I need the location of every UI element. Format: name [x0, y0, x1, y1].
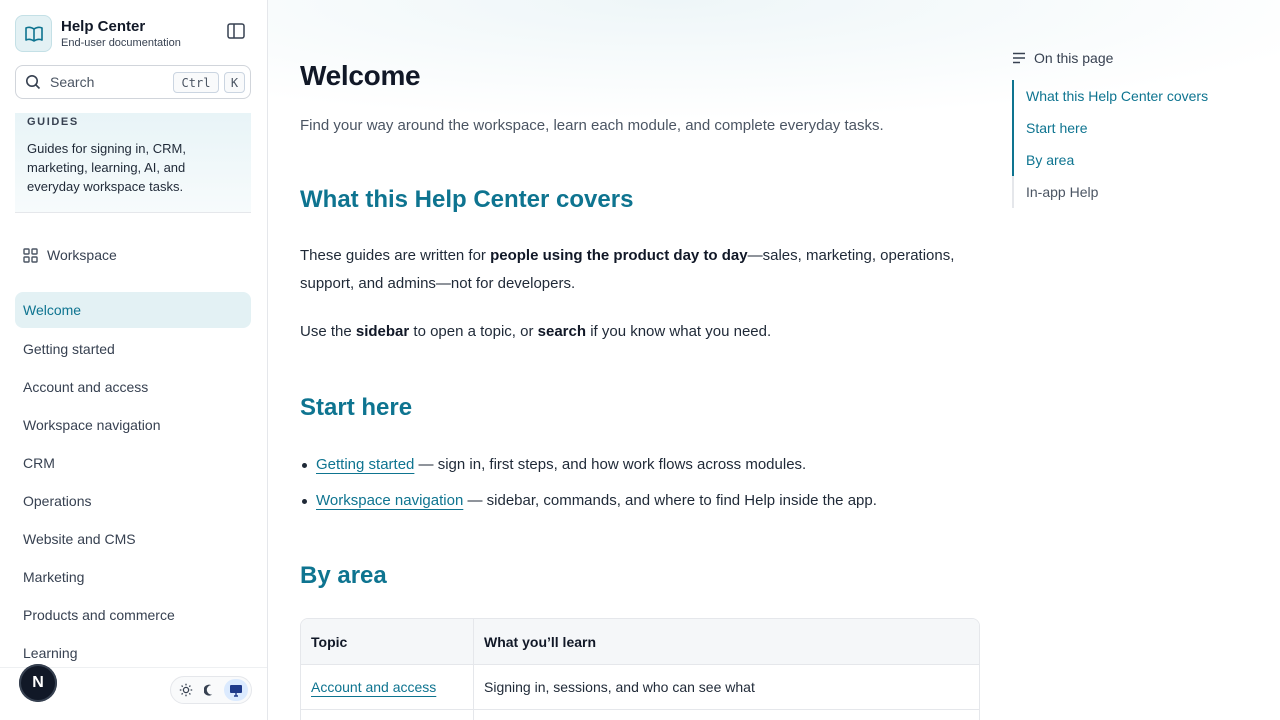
- sidebar-item-workspace-navigation[interactable]: Workspace navigation: [23, 417, 161, 433]
- heading-start-here: Start here: [300, 394, 413, 421]
- sidebar-nav: [15, 292, 251, 672]
- sidebar-item-operations[interactable]: Operations: [23, 493, 92, 509]
- link-account-and-access[interactable]: Account and access: [311, 679, 437, 695]
- shortcut-ctrl-key: Ctrl: [173, 72, 219, 93]
- sidebar-item-learning[interactable]: Learning: [23, 645, 78, 661]
- link-workspace-navigation[interactable]: Workspace navigation: [316, 492, 464, 509]
- table-cell-learn: Signing in, sessions, and who can see what: [484, 679, 755, 695]
- toc-item-what-this-covers[interactable]: What this Help Center covers: [1012, 80, 1252, 112]
- paragraph-audience: These guides are written for people using the product day to day—sales, marketing, operations, support, and admins—not for developers.: [300, 247, 955, 292]
- table-cell-topic: [301, 665, 474, 709]
- start-here-list: [300, 453, 980, 525]
- toc-item-by-area[interactable]: By area: [1012, 144, 1252, 176]
- avatar[interactable]: N: [19, 664, 57, 702]
- toc-heading: [1012, 48, 1252, 68]
- column-header-topic: Topic: [301, 619, 474, 664]
- heading-by-area: By area: [300, 562, 387, 589]
- on-this-page: [1012, 48, 1252, 200]
- page-lead: Find your way around the workspace, learn each module, and complete everyday tasks.: [300, 117, 884, 134]
- book-icon: [15, 15, 52, 52]
- grid-icon: [23, 248, 38, 263]
- sidebar: [0, 0, 268, 720]
- sidebar-item-account-and-access[interactable]: Account and access: [23, 379, 149, 395]
- paragraph-sidebar-search: Use the sidebar to open a topic, or search if you know what you need.: [300, 323, 772, 340]
- toc-list: [1012, 80, 1252, 208]
- monitor-icon[interactable]: [224, 679, 248, 701]
- theme-switcher: [170, 676, 252, 704]
- sidebar-item-website-and-cms[interactable]: Website and CMS: [23, 531, 136, 547]
- sidebar-toggle-icon[interactable]: [226, 21, 246, 41]
- toc-heading-label: On this page: [1034, 50, 1114, 66]
- heading-what-this-covers: What this Help Center covers: [300, 186, 634, 213]
- toc-item-in-app-help[interactable]: In-app Help: [1026, 184, 1099, 200]
- shortcut-k-key: K: [224, 72, 245, 93]
- search-input[interactable]: [15, 65, 251, 99]
- link-getting-started[interactable]: Getting started: [316, 456, 415, 473]
- sun-icon[interactable]: [174, 679, 198, 701]
- brand-subtitle: End-user documentation: [61, 37, 181, 49]
- guides-panel: [15, 113, 251, 213]
- search-icon: [25, 74, 41, 90]
- sidebar-item-products-and-commerce[interactable]: Products and commerce: [23, 607, 175, 623]
- list-icon: [1012, 52, 1026, 64]
- brand[interactable]: [15, 15, 181, 52]
- sidebar-item-workspace[interactable]: [23, 247, 117, 263]
- list-item: Getting started — sign in, first steps, and how work flows across modules.: [300, 453, 980, 489]
- guides-description: Guides for signing in, CRM, marketing, learning, AI, and everyday workspace tasks.: [27, 141, 186, 194]
- brand-title: Help Center: [61, 18, 146, 35]
- main-content: [268, 0, 1280, 720]
- guides-kicker: GUIDES: [27, 116, 79, 128]
- list-item: Workspace navigation — sidebar, commands, and where to find Help inside the app.: [300, 489, 980, 525]
- sidebar-item-getting-started[interactable]: Getting started: [23, 341, 115, 357]
- table-header: [301, 619, 979, 665]
- moon-icon[interactable]: [199, 679, 223, 701]
- search-label: Search: [50, 74, 95, 90]
- sidebar-item-crm[interactable]: CRM: [23, 455, 55, 471]
- toc-item-start-here[interactable]: Start here: [1012, 112, 1252, 144]
- table-row: [301, 665, 979, 710]
- area-table: [300, 618, 980, 720]
- sidebar-item-marketing[interactable]: Marketing: [23, 569, 85, 585]
- sidebar-item-label: Workspace: [47, 247, 117, 263]
- table-row: [301, 710, 979, 720]
- sidebar-item-welcome[interactable]: Welcome: [15, 292, 251, 328]
- column-header-learn: What you’ll learn: [484, 633, 597, 650]
- page-title: Welcome: [300, 60, 421, 91]
